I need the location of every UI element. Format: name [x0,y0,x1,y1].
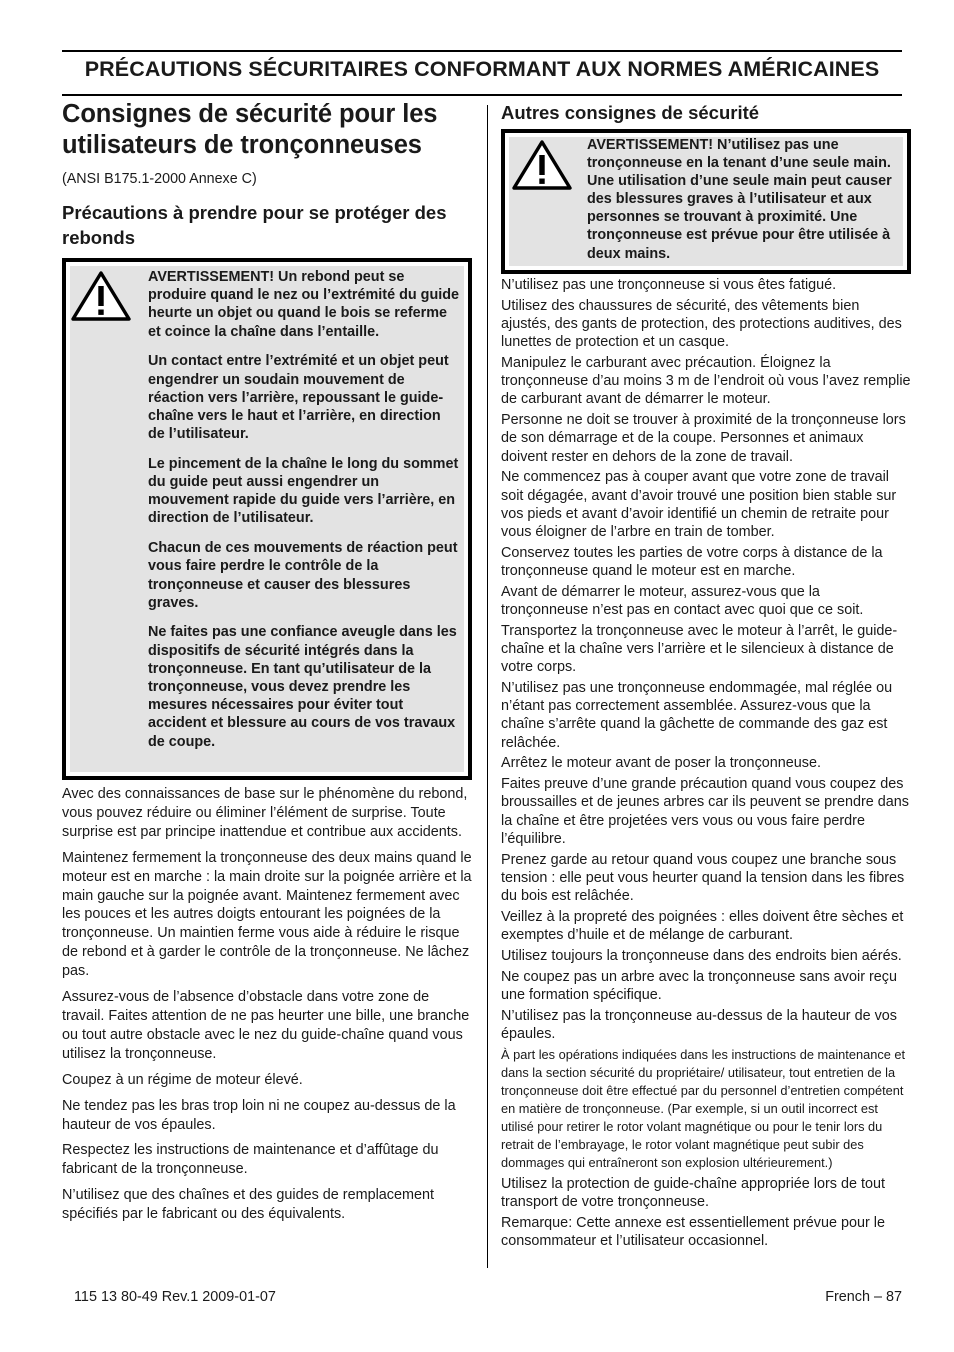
body-paragraph: Assurez-vous de l’absence d’obstacle dans votre zone de travail. Faites attention de ne pas heurter une bille, une branche ou tout autre obstacle avec le nez du guide-chaîne quand vous utilisez la tronçonneuse. [62,989,470,1062]
header-rule-bottom [62,94,902,96]
kickback-warning-box [62,258,472,780]
body-paragraph: Prenez garde au retour quand vous coupez une branche sous tension : elle peut vous heurter quand la tension dans les fibres du bois est relâchée. [501,851,905,905]
body-paragraph: Personne ne doit se trouver à proximité de la tronçonneuse lors de son démarrage et de la coupe. Personnes et animaux doivent rester en dehors de la zone de travail. [501,412,906,465]
body-paragraph: Respectez les instructions de maintenance et d’affûtage du fabricant de la tronçonneuse. [62,1142,439,1178]
body-paragraph: Avant de démarrer le moteur, assurez-vous que la tronçonneuse n’est pas en contact avec quoi que ce soit. [501,583,864,619]
body-paragraph: N’utilisez pas une tronçonneuse si vous êtes fatigué. [501,277,837,293]
warning-text: AVERTISSEMENT! N’utilisez pas une tronçonneuse en la tenant d’une seule main. Une utilisation d’une seule main peut causer des blessures graves à l’utilisateur et aux personnes se trouvant à proximité. Une tronçonneuse est prévue pour être utilisée à deux mains. [587,137,892,262]
footer-document-reference: 115 13 80-49 Rev.1 2009-01-07 [74,1289,276,1305]
body-paragraph: À part les opérations indiquées dans les instructions de maintenance et dans la section sécurité du propriétaire/ utilisateur, tout entretien de la tronçonneuse doit être effectué par du personnel d’entretien compétent en matière de tronçonneuse. (Par exemple, si un outil incorrect est utilisé pour retirer le rotor volant magnétique ou pour le tenir lors du retrait de l’embrayage, le rotor volant magnétique peut subir des dommages qui entraîneront son explosion ultérieurement.) [501,1046,906,1171]
standard-reference: (ANSI B175.1-2000 Annexe C) [62,171,257,187]
body-paragraph: Utilisez des chaussures de sécurité, des vêtements bien ajustés, des gants de protection, des protections auditives, des lunettes de protection et un casque. [501,297,902,351]
left-body-text [62,785,472,1224]
body-paragraph: Remarque: Cette annexe est essentiellement prévue pour le consommateur et l’utilisateur occasionnel. [501,1214,885,1250]
warning-triangle-icon [511,139,573,191]
body-paragraph: Ne commencez pas à couper avant que votre zone de travail soit dégagée, avant d’avoir trouvé une position bien stable sur vos pieds et avant d’avoir identifié un chemin de retraite pour vous éloigner de l’arbre en train de tomber. [501,469,897,541]
warning-paragraph: Le pincement de la chaîne le long du sommet du guide peut aussi engendrer un mouvement rapide du guide vers l’arrière, en direction de l’utilisateur. [148,455,459,527]
body-paragraph: Ne tendez pas les bras trop loin ni ne coupez au-dessus de la hauteur de vos épaules. [62,1097,456,1133]
header-rule-top [62,50,902,52]
body-paragraph: N’utilisez que des chaînes et des guides de remplacement spécifiés par le fabricant ou des équivalents. [62,1187,434,1223]
warning-paragraph: AVERTISSEMENT! Un rebond peut se produire quand le nez ou l’extrémité du guide heurte un objet ou quand le bois se referme et coince la chaîne dans l’entaille. [148,269,460,340]
body-paragraph: Utilisez toujours la tronçonneuse dans des endroits bien aérés. [501,947,902,964]
warning-paragraph: Ne faites pas une confiance aveugle dans les dispositifs de sécurité intégrés dans la tronçonneuse. En tant qu’utilisateur de la tronçonneuse, vous devez prendre les mesures nécessaires pour éviter tout accident et blessure au cours de vos travaux de coupe. [148,624,457,750]
warning-text [148,268,460,751]
body-paragraph: Ne coupez pas un arbre avec la tronçonneuse sans avoir reçu une formation spécifique. [501,968,897,1003]
section-title: PRÉCAUTIONS SÉCURITAIRES CONFORMANT AUX NORMES AMÉRICAINES [84,57,880,81]
body-paragraph: Faites preuve d’une grande précaution quand vous coupez des broussailles et de jeunes arbres car ils peuvent se prendre dans la chaîne et être projetées vers vous ou vous faire perdre l’équilibre. [501,776,909,847]
body-paragraph: N’utilisez pas la tronçonneuse au-dessus de la hauteur de vos épaules. [501,1007,897,1042]
body-paragraph: Utilisez la protection de guide-chaîne appropriée lors de tout transport de votre tronçonneuse. [501,1175,885,1211]
body-paragraph: Maintenez fermement la tronçonneuse des deux mains quand le moteur est en marche : la main droite sur la poignée arrière et la main gauche sur la poignée avant. Maintenez fermement avec les pouces et les autres doigts entourant les poignées de la tronçonneuse. Un maintien ferme vous aide à réduire le risque de rebond et à garder le contrôle de la tronçonneuse. Ne lâchez pas. [62,849,472,980]
body-paragraph: Transportez la tronçonneuse avec le moteur à l’arrêt, le guide-chaîne et la chaîne vers l’arrière et le silencieux à distance de votre corps. [501,622,898,676]
column-divider [487,105,488,1268]
footer-page-number: French – 87 [825,1289,902,1305]
page-title: Consignes de sécurité pour les utilisateurs de tronçonneuses [62,100,438,159]
body-paragraph: Manipulez le carburant avec précaution. Éloignez la tronçonneuse d’au moins 3 m de l’endroit où vous l’avez remplie de carburant avant de démarrer le moteur. [501,355,911,408]
one-hand-warning-box [501,129,911,274]
body-paragraph: N’utilisez pas une tronçonneuse endommagée, mal réglée ou n’étant pas correctement assemblée. Assurez-vous que la chaîne s’arrête quand la gâchette de commande des gaz est relâchée. [501,680,893,751]
body-paragraph: Coupez à un régime de moteur élevé. [62,1071,303,1088]
left-column [62,99,472,1231]
warning-triangle-icon [70,270,132,322]
body-paragraph: Conservez toutes les parties de votre corps à distance de la tronçonneuse quand le moteur est en marche. [501,544,883,580]
warning-paragraph: Chacun de ces mouvements de réaction peut vous faire perdre le contrôle de la tronçonneuse et causer des blessures graves. [148,540,458,611]
right-body-text [501,276,911,1250]
other-safety-title: Autres consignes de sécurité [501,102,760,123]
body-paragraph: Arrêtez le moteur avant de poser la tronçonneuse. [501,755,821,772]
warning-paragraph: Un contact entre l’extrémité et un objet peut engendrer un soudain mouvement de réaction vers l’arrière, repoussant le guide-chaîne vers le haut et l’arrière, en direction de l’utilisateur. [148,353,449,443]
body-paragraph: Avec des connaissances de base sur le phénomène du rebond, vous pouvez réduire ou éliminer l’élément de surprise. Toute surprise est par principe inattendue et contribue aux accidents. [62,786,468,840]
kickback-subtitle: Précautions à prendre pour se protéger des rebonds [62,202,447,248]
body-paragraph: Veillez à la propreté des poignées : elles doivent être sèches et exemptes d’huile et de mélange de carburant. [501,908,904,944]
right-column [501,99,911,1253]
